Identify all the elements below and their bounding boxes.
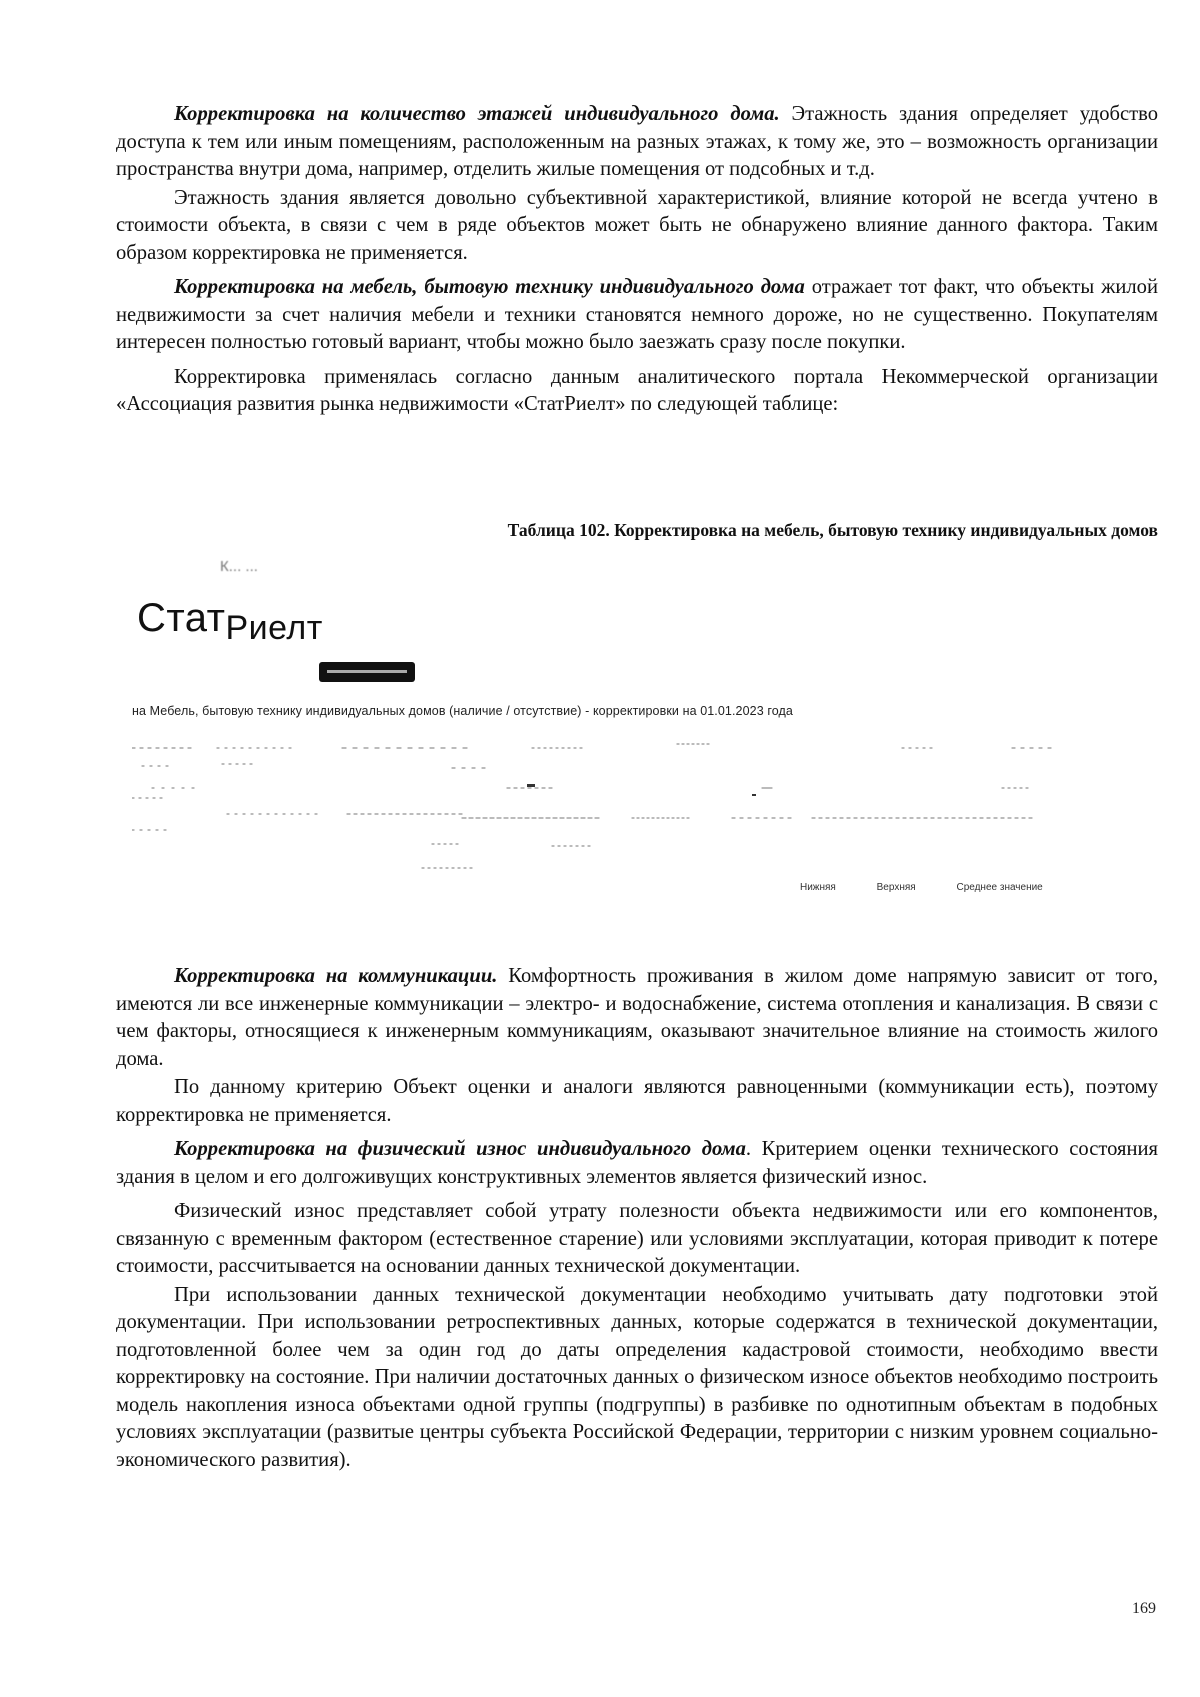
paragraph-utilities [116, 963, 1158, 1073]
paragraph-text: Физический износ представляет собой утрату полезности объекта недвижимости или его компонентов, связанную с временным фактором (естественное старение) или условиями эксплуатации, которая приводит к потере стоимости, рассчитывается на основании данных технической документации. [116, 1200, 1158, 1277]
paragraph-lead: Корректировка на количество этажей индивидуального дома. [174, 103, 780, 125]
paragraph-text: Корректировка применялась согласно данным аналитического портала Некоммерческой организации «Ассоциация развития рынка недвижимости «СтатРиелт» по следующей таблице: [116, 365, 1158, 415]
paragraph-furniture [116, 274, 1158, 357]
page-number: 169 [1132, 1600, 1156, 1617]
statrielt-table-image [132, 556, 1142, 901]
image-subtitle: на Мебель, бытовую технику индивидуальных домов (наличие / отсутствие) - корректировки на 01.01.2023 года [132, 704, 793, 718]
legend-item-lower: Нижняя [800, 882, 836, 893]
table-caption: Таблица 102. Корректировка на мебель, бытовую технику индивидуальных домов [507, 520, 1158, 540]
paragraph-wear-documentation [116, 1282, 1158, 1475]
paragraph-wear-definition [116, 1198, 1158, 1281]
logo-sub: Риелт [225, 609, 323, 647]
legend-item-upper: Верхняя [876, 882, 916, 893]
faded-table-artifacts [132, 736, 1142, 876]
logo-main: Стат [137, 596, 226, 640]
image-header-fragment: К... ... [220, 558, 258, 575]
paragraph-text: По данному критерию Объект оценки и аналоги являются равноценными (коммуникации есть), поэтому корректировка не применяется. [116, 1076, 1158, 1126]
paragraph-utilities-conclusion [116, 1074, 1158, 1129]
body-section-top [116, 101, 1158, 419]
paragraph-floors [116, 101, 1158, 184]
paragraph-text: Этажность здания определяет удобство доступа к тем или иным помещениям, расположенным на разных этажах, к тому же, это – возможность организации пространства внутри дома, например, отделить жилые помещения от подсобных и т.д. [116, 103, 1158, 180]
paragraph-wear [116, 1136, 1158, 1191]
paragraph-text: отражает тот факт, что объекты жилой недвижимости за счет наличия мебели и техники становятся немного дороже, но не существенно. Покупателям интересен полностью готовый вариант, чтобы можно было заезжать сразу после покупки. [116, 276, 1158, 353]
paragraph-furniture-source [116, 364, 1158, 419]
paragraph-text: Комфортность проживания в жилом доме напрямую зависит от того, имеются ли все инженерные коммуникации – электро- и водоснабжение, система отопления и канализация. В связи с чем факторы, относящиеся к инженерным коммуникациям, оказывают значительное влияние на стоимость жилого дома. [116, 965, 1158, 1070]
paragraph-lead: Корректировка на коммуникации. [174, 965, 498, 987]
paragraph-lead: Корректировка на мебель, бытовую технику индивидуального дома [174, 276, 805, 298]
image-legend [800, 882, 1081, 893]
body-section-bottom [116, 963, 1158, 1474]
paragraph-floors-conclusion [116, 185, 1158, 268]
paragraph-text: . Критерием оценки технического состояния здания в целом и его долгоживущих конструктивных элементов является физический износ. [116, 1138, 1158, 1188]
statrielt-logo [137, 596, 323, 647]
paragraph-text: Этажность здания является довольно субъективной характеристикой, влияние которой не всегда учтено в стоимости объекта, в связи с чем в ряде объектов может быть не обнаружено влияние данного фактора. Таким образом корректировка не применяется. [116, 186, 1158, 264]
paragraph-lead: Корректировка на физический износ индивидуального дома [174, 1138, 746, 1160]
legend-item-average: Среднее значение [956, 882, 1043, 893]
paragraph-text: При использовании данных технической документации необходимо учитывать дату подготовки этой документации. При использовании ретроспективных данных, которые содержатся в технической документации, подготовленной более чем за один год до даты определения кадастровой стоимости, необходимо ввести корректировку на состояние. При наличии достаточных данных о физическом износе объектов необходимо построить модель накопления износа объектами одной группы (подгруппы) в разбивке по однотипным объектам в подобных условиях эксплуатации (развитые центры субъекта Российской Федерации, территории с низким уровнем социально-экономического развития). [116, 1283, 1158, 1471]
image-badge [319, 662, 415, 682]
